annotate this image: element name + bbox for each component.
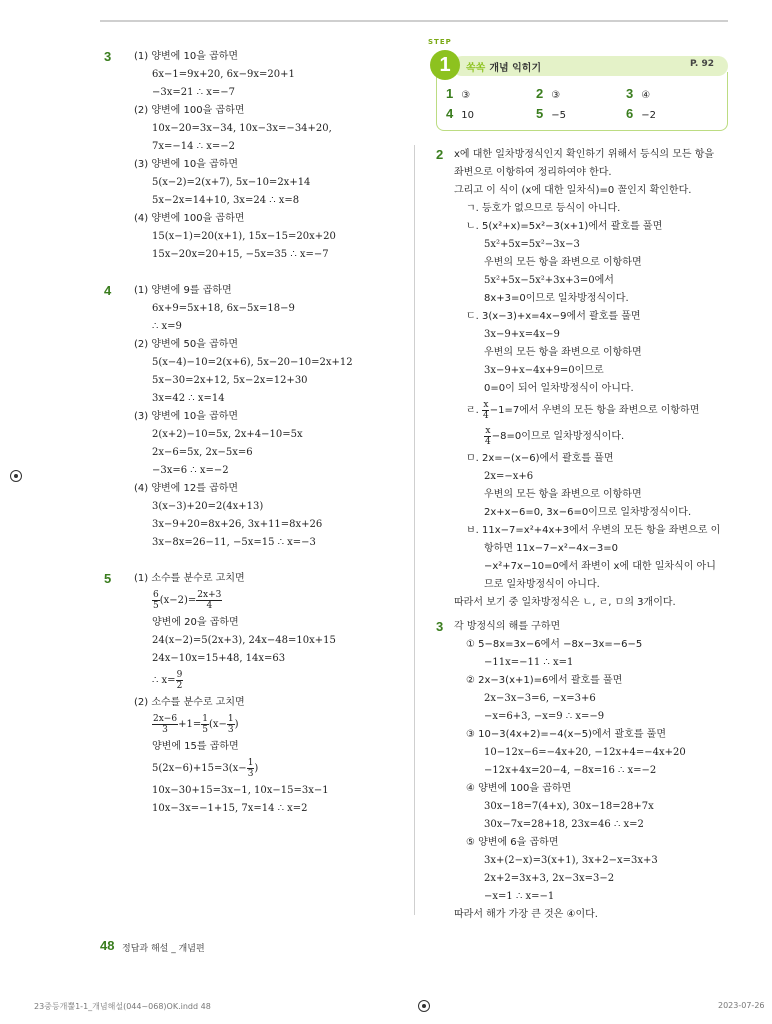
- explanation-line: ㅁ. 2x=−(x−6)에서 괄호를 풀면: [466, 453, 614, 464]
- solution-line: 15x−20x=20+15, −5x=35 ∴ x=−7: [152, 249, 329, 260]
- explanation-line: 그리고 이 식이 (x에 대한 일차식)=0 꼴인지 확인한다.: [454, 185, 692, 196]
- problem-4-left: [104, 282, 409, 552]
- answer-value: ③: [461, 90, 471, 101]
- problem-body: [454, 618, 736, 924]
- page-reference: P. 92: [689, 59, 714, 69]
- problem-5: [104, 570, 409, 818]
- step-heading: (1) 소수를 분수로 고치면: [134, 573, 245, 584]
- explanation-line: −x²+7x−10=0에서 좌변이 x에 대한 일차식이 아니: [484, 561, 716, 572]
- solution-line: (4) 양변에 100을 곱하면: [134, 213, 245, 224]
- answer-item: [626, 106, 656, 121]
- problem-body: [454, 146, 736, 612]
- problem-body: [122, 48, 409, 264]
- fraction: $\frac{1}{5}$: [202, 714, 208, 735]
- explanation-line: 좌변으로 이항하여 정리하여야 한다.: [454, 167, 612, 178]
- step-number-badge: 1: [430, 50, 460, 80]
- problem-body: [122, 570, 409, 818]
- solution-line: 3x=42 ∴ x=14: [152, 393, 225, 404]
- problem-number: 5: [104, 571, 112, 586]
- equation-line: 24x−10x=15+48, 14x=63: [152, 653, 286, 664]
- step-tag: 쏙쏙: [466, 63, 486, 74]
- fraction: $\frac{2x-6}{3}$: [153, 714, 178, 735]
- explanation-line: 따라서 보기 중 일차방정식은 ㄴ, ㄹ, ㅁ의 3개이다.: [454, 597, 676, 608]
- solution-line: ④ 양변에 100을 곱하면: [466, 783, 572, 794]
- explanation-line: 우변의 모든 항을 좌변으로 이항하면: [484, 489, 642, 500]
- solution-line: 3x+(2−x)=3(x+1), 3x+2−x=3x+3: [484, 855, 658, 866]
- explanation-line: 우변의 모든 항을 좌변으로 이항하면: [484, 257, 642, 268]
- registration-mark-bottom: [418, 1000, 430, 1012]
- explanation-line: 2x+x−6=0, 3x−6=0이므로 일차방정식이다.: [484, 507, 692, 518]
- solution-line: ⑤ 양변에 6을 곱하면: [466, 837, 559, 848]
- print-date: 2023-07-26: [718, 1001, 765, 1010]
- answer-frame: [436, 72, 728, 131]
- answer-number: 6: [626, 106, 634, 121]
- solution-line: 3x−8x=26−11, −5x=15 ∴ x=−3: [152, 537, 316, 548]
- problem-number: 3: [436, 619, 444, 634]
- explanation-line: ㄷ. 3(x−3)+x=4x−9에서 괄호를 풀면: [466, 311, 641, 322]
- fraction: $\frac{x}{4}$: [483, 399, 489, 421]
- equation-line: 10x−30+15=3x−1, 10x−15=3x−1: [152, 785, 329, 796]
- fraction: $\frac{1}{3}$: [247, 758, 254, 779]
- fraction: $\frac{2x+3}{4}$: [197, 590, 222, 611]
- step-label: STEP: [428, 38, 452, 46]
- solution-line: 3(x−3)+20=2(4x+13): [152, 501, 264, 512]
- problem-3-left: [104, 48, 409, 264]
- right-column: [436, 146, 736, 924]
- problem-number: 2: [436, 147, 444, 162]
- explanation-line: 2x=−x+6: [484, 471, 534, 482]
- explanation-line: $\frac{x}{4}$ −8=0이므로 일차방정식이다.: [485, 425, 625, 447]
- step-heading: (2) 소수를 분수로 고치면: [134, 697, 245, 708]
- explanation-line: ㄴ. 5(x²+x)=5x²−3(x+1)에서 괄호를 풀면: [466, 221, 663, 232]
- explanation-line: 0=0이 되어 일차방정식이 아니다.: [484, 383, 634, 394]
- solution-line: 2x+2=3x+3, 2x−3x=3−2: [484, 873, 615, 884]
- problem-body: [122, 282, 409, 552]
- solution-line: 5x−30=2x+12, 5x−2x=12+30: [152, 375, 308, 386]
- solution-line: 10−12x−6=−4x+20, −12x+4=−4x+20: [484, 747, 686, 758]
- problem-2: [436, 146, 736, 612]
- solution-line: 6x+9=5x+18, 6x−5x=18−9: [152, 303, 295, 314]
- problem-number: 3: [104, 49, 112, 64]
- print-file-info: 23중등개뿔1-1_개념해설(044~068)OK.indd 48: [34, 1002, 211, 1011]
- solution-line: −12x+4x=20−4, −8x=16 ∴ x=−2: [484, 765, 657, 776]
- solution-line: ∴ x=9: [152, 321, 182, 332]
- equation-line: 10x−3x=−1+15, 7x=14 ∴ x=2: [152, 803, 308, 814]
- solution-line: (3) 양변에 10을 곱하면: [134, 159, 239, 170]
- problem-3-right: [436, 618, 736, 924]
- step-text: 양변에 15를 곱하면: [152, 741, 239, 752]
- equation-line: $\frac{6}{5}$ (x−2)= $\frac{2x+3}{4}$: [153, 590, 222, 611]
- solution-line: 3x−9+20=8x+26, 3x+11=8x+26: [152, 519, 323, 530]
- solution-line: (1) 양변에 9를 곱하면: [134, 285, 232, 296]
- fraction: $\frac{1}{3}$: [227, 714, 234, 735]
- fraction: $\frac{6}{5}$: [153, 590, 159, 611]
- registration-mark-left: [10, 470, 22, 482]
- explanation-line: 8x+3=0이므로 일차방정식이다.: [484, 293, 629, 304]
- solution-line: 2(x+2)−10=5x, 2x+4−10=5x: [152, 429, 303, 440]
- left-column: [104, 48, 409, 818]
- explanation-lines: [454, 450, 736, 612]
- explanation-line: ㅂ. 11x−7=x²+4x+3에서 우변의 모든 항을 좌변으로 이: [466, 525, 721, 536]
- solution-line: 6x−1=9x+20, 6x−9x=20+1: [152, 69, 295, 80]
- solution-line: −x=6+3, −x=9 ∴ x=−9: [484, 711, 605, 722]
- equation-line: $\frac{2x-6}{3}$ +1= $\frac{1}{5}$ (x− $\frac{1}{3}$ ): [153, 714, 239, 735]
- answer-number: 5: [536, 106, 544, 121]
- solution-line: 7x=−14 ∴ x=−2: [152, 141, 235, 152]
- answer-item: [446, 106, 474, 121]
- column-divider: [414, 145, 415, 915]
- solution-line: (3) 양변에 10을 곱하면: [134, 411, 239, 422]
- answer-value: −2: [641, 110, 656, 121]
- footer-title: 정답과 해설 _ 개념편: [122, 944, 205, 954]
- solution-line: (2) 양변에 100을 곱하면: [134, 105, 245, 116]
- solution-line: ③ 10−3(4x+2)=−4(x−5)에서 괄호를 풀면: [466, 729, 666, 740]
- answer-value: 10: [461, 110, 474, 121]
- solution-line: −3x=21 ∴ x=−7: [152, 87, 235, 98]
- answer-number: 3: [626, 86, 634, 101]
- explanation-line: 5x²+5x=5x²−3x−3: [484, 239, 580, 250]
- answer-value: ③: [551, 90, 561, 101]
- equation-line: 24(x−2)=5(2x+3), 24x−48=10x+15: [152, 635, 336, 646]
- solution-line: 따라서 해가 가장 큰 것은 ④이다.: [454, 909, 598, 920]
- top-rule: [100, 20, 728, 22]
- explanation-line: 3x−9+x−4x+9=0이므로: [484, 365, 604, 376]
- equation-line: 5(2x−6)+15=3(x− $\frac{1}{3}$ ): [152, 758, 259, 779]
- solution-line: 10x−20=3x−34, 10x−3x=−34+20,: [152, 123, 332, 134]
- solution-line: 5(x−4)−10=2(x+6), 5x−20−10=2x+12: [152, 357, 353, 368]
- solution-line: (2) 양변에 50을 곱하면: [134, 339, 239, 350]
- solution-line: (4) 양변에 12를 곱하면: [134, 483, 239, 494]
- step-title: 쏙쏙 개념 익히기: [466, 63, 542, 74]
- left-problems: [104, 48, 409, 552]
- step-text: 양변에 20을 곱하면: [152, 617, 239, 628]
- answer-number: 2: [536, 86, 544, 101]
- step-answer-box: [428, 38, 730, 130]
- solution-line: 2x−6=5x, 2x−5x=6: [152, 447, 253, 458]
- solution-line: ② 2x−3(x+1)=6에서 괄호를 풀면: [466, 675, 623, 686]
- explanation-line: x에 대한 일차방정식인지 확인하기 위해서 등식의 모든 항을: [454, 149, 715, 160]
- solution-line: 15(x−1)=20(x+1), 15x−15=20x+20: [152, 231, 336, 242]
- answer-value: −5: [551, 110, 566, 121]
- explanation-line: 5x²+5x−5x²+3x+3=0에서: [484, 275, 614, 286]
- solution-line: 30x−7x=28+18, 23x=46 ∴ x=2: [484, 819, 644, 830]
- explanation-line: 므로 일차방정식이 아니다.: [484, 579, 600, 590]
- equation-line: ∴ x= $\frac{9}{2}$: [152, 670, 183, 691]
- explanation-line: 3x−9+x=4x−9: [484, 329, 560, 340]
- problem-number: 4: [104, 283, 112, 298]
- solution-line: −11x=−11 ∴ x=1: [484, 657, 574, 668]
- solution-line: 5(x−2)=2(x+7), 5x−10=2x+14: [152, 177, 311, 188]
- explanation-line: 항하면 11x−7−x²−4x−3=0: [484, 543, 618, 554]
- answer-number: 4: [446, 106, 454, 121]
- answer-item: [536, 106, 566, 121]
- fraction: $\frac{x}{4}$: [485, 425, 491, 447]
- solution-line: 각 방정식의 해를 구하면: [454, 621, 561, 632]
- solution-line: 30x−18=7(4+x), 30x−18=28+7x: [484, 801, 654, 812]
- page-number: 48: [100, 938, 115, 953]
- solution-line: −3x=6 ∴ x=−2: [152, 465, 229, 476]
- explanation-line: 우변의 모든 항을 좌변으로 이항하면: [484, 347, 642, 358]
- solution-line: (1) 양변에 10을 곱하면: [134, 51, 239, 62]
- answer-item: [626, 86, 650, 101]
- fraction: $\frac{9}{2}$: [176, 670, 183, 691]
- explanation-line: ㄱ. 등호가 없으므로 등식이 아니다.: [466, 203, 621, 214]
- solution-line: ① 5−8x=3x−6에서 −8x−3x=−6−5: [466, 639, 643, 650]
- solution-line: 5x−2x=14+10, 3x=24 ∴ x=8: [152, 195, 300, 206]
- solution-line: −x=1 ∴ x=−1: [484, 891, 555, 902]
- answer-item: [536, 86, 560, 101]
- answer-value: ④: [641, 90, 651, 101]
- answer-item: [446, 86, 470, 101]
- answer-number: 1: [446, 86, 454, 101]
- solution-line: 2x−3x−3=6, −x=3+6: [484, 693, 596, 704]
- explanation-lines: [454, 146, 736, 398]
- explanation-line: ㄹ. $\frac{x}{4}$ −1=7에서 우변의 모든 항을 좌변으로 이항하면: [466, 399, 700, 421]
